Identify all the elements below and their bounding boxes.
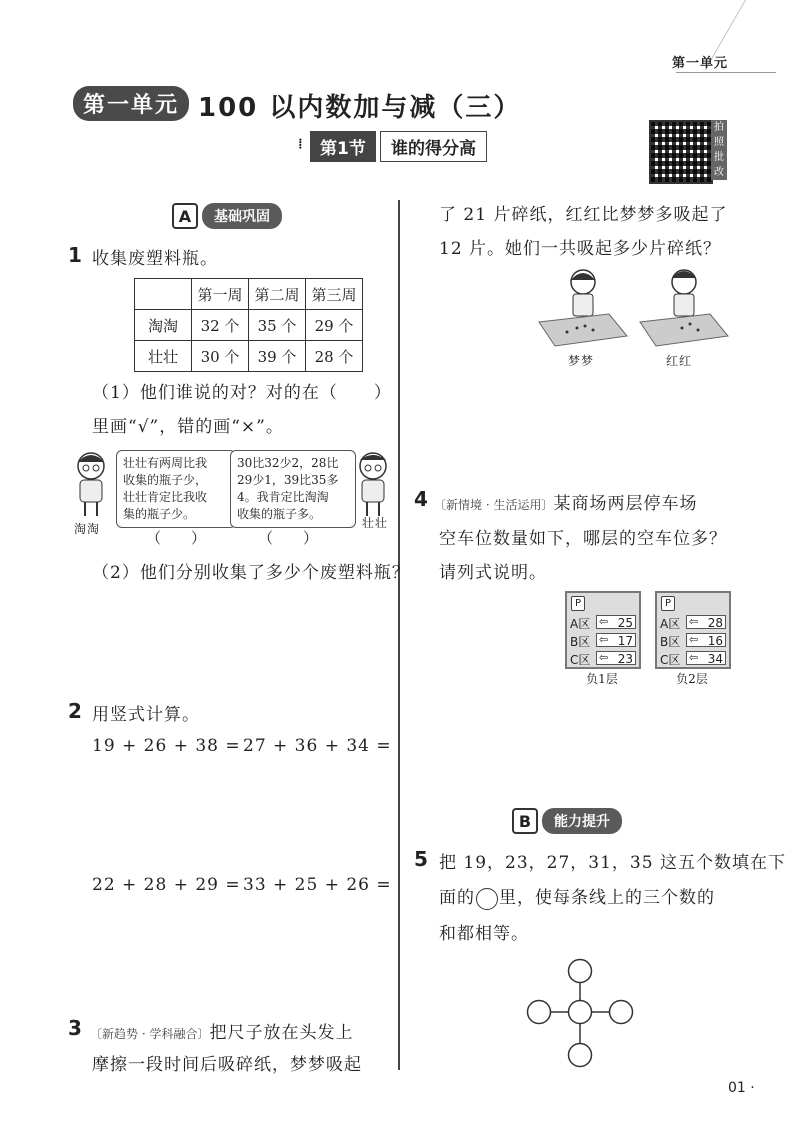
q1-answer-paren-left[interactable]: （ ） <box>146 529 207 547</box>
q3-tag: 〔新趋势 · 学科融合〕 <box>90 1027 210 1041</box>
section-name: 谁的得分高 <box>380 131 487 162</box>
zone-label: B区 <box>660 635 681 649</box>
circle-icon <box>476 888 498 910</box>
q1-number: 1 <box>68 243 82 267</box>
bubble-line: 收集的瓶子少， <box>123 473 208 487</box>
unit-tab-underline <box>676 72 776 73</box>
q1-prompt: 收集废塑料瓶。 <box>92 249 218 269</box>
q5-line2: 面的 <box>439 888 475 908</box>
boy-zhuangzhuang-illustration <box>352 448 394 518</box>
page-title: 100 以内数加与减（三） <box>198 93 522 123</box>
count-box <box>686 615 726 629</box>
unit-tab: 第一单元 <box>672 56 729 71</box>
bubble-line: 收集的瓶子多。 <box>237 507 322 521</box>
table-cell: 壮壮 <box>135 341 192 372</box>
part-a-header <box>172 203 282 229</box>
zone-count: 34 <box>707 652 723 666</box>
table-cell: 30 个 <box>192 341 249 372</box>
q2-expr: 33 + 25 + 26 = <box>243 875 392 895</box>
parking-row <box>570 651 636 667</box>
q4-line1-wrap <box>434 489 697 514</box>
page-number: 01 · <box>728 1080 755 1096</box>
q1-bubble-left <box>116 450 236 528</box>
q3-line3: 了 21 片碎纸，红红比梦梦多吸起了 <box>439 205 728 225</box>
arrow-left-icon: ⇦ <box>689 615 699 628</box>
q3-line1: 把尺子放在头发上 <box>209 1023 354 1043</box>
zone-label: A区 <box>660 617 681 631</box>
part-a-label: 基础巩固 <box>202 203 282 229</box>
q4-line1: 某商场两层停车场 <box>553 494 698 514</box>
boy-taotao-illustration <box>70 448 112 518</box>
bubble-line: 集的瓶子少。 <box>123 507 196 521</box>
blank-circle-top[interactable] <box>569 960 592 983</box>
table-row <box>135 341 363 372</box>
zone-count: 25 <box>617 616 633 630</box>
bubble-line: 4。我肯定比淘淘 <box>237 490 329 504</box>
table-cell: 39 个 <box>249 341 306 372</box>
count-box <box>596 615 636 629</box>
zone-count: 17 <box>617 634 633 648</box>
zone-label: C区 <box>570 653 591 667</box>
parking-row <box>570 633 636 649</box>
q3-number: 3 <box>68 1016 82 1040</box>
bubble-line: 29少1，39比35多 <box>237 473 339 487</box>
unit-pill: 第一单元 <box>73 86 189 121</box>
q5-line1: 把 19，23，27，31，35 这五个数填在下 <box>439 853 786 873</box>
count-box <box>596 651 636 665</box>
part-b-header <box>512 808 622 834</box>
zone-count: 28 <box>707 616 723 630</box>
blank-circle-left[interactable] <box>528 1001 551 1024</box>
qr-code-icon[interactable] <box>649 120 713 184</box>
floor-label: 负2层 <box>676 672 708 686</box>
q5-line3: 和都相等。 <box>439 924 529 944</box>
q1-name-left: 淘淘 <box>74 522 101 536</box>
blank-circle-right[interactable] <box>610 1001 633 1024</box>
table-cell: 32 个 <box>192 310 249 341</box>
q1-name-right: 壮壮 <box>362 516 389 530</box>
q1-bubble-right <box>230 450 356 528</box>
girl-mengmeng-illustration <box>537 266 629 350</box>
q1-table <box>134 278 363 372</box>
count-box <box>596 633 636 647</box>
table-cell: 淘淘 <box>135 310 192 341</box>
parking-row <box>660 651 726 667</box>
section-decoration: ⁞ <box>298 136 303 152</box>
q1-sub2: （2）他们分别收集了多少个废塑料瓶？ <box>92 563 410 583</box>
bubble-line: 壮壮有两周比我 <box>123 456 208 470</box>
floor-label: 负1层 <box>586 672 618 686</box>
count-box <box>686 651 726 665</box>
q1-sub1-line1: （1）他们谁说的对？对的在（ ） <box>92 383 392 403</box>
table-header-cell: 第一周 <box>192 279 249 310</box>
arrow-left-icon: ⇦ <box>689 651 699 664</box>
q2-number: 2 <box>68 699 82 723</box>
arrow-left-icon: ⇦ <box>599 651 609 664</box>
zone-count: 23 <box>617 652 633 666</box>
table-cell: 35 个 <box>249 310 306 341</box>
q2-expr: 27 + 36 + 34 = <box>243 736 392 756</box>
table-row <box>135 310 363 341</box>
q3-line2: 摩擦一段时间后吸碎纸，梦梦吸起 <box>92 1055 362 1075</box>
girl-honghong-illustration <box>638 266 730 350</box>
q1-sub1-line2: 里画“√”，错的画“×”。 <box>92 417 284 437</box>
part-b-badge: B <box>512 808 538 834</box>
q2-expr: 19 + 26 + 38 = <box>92 736 241 756</box>
qr-label-text: 拍照批改 <box>714 122 724 178</box>
parking-row <box>570 615 636 631</box>
q3-name-left: 梦梦 <box>568 354 595 368</box>
column-divider <box>398 200 400 1070</box>
q4-number: 4 <box>414 487 428 511</box>
qr-label <box>711 120 727 180</box>
q5-number: 5 <box>414 847 428 871</box>
parking-row <box>660 633 726 649</box>
q5-cross-diagram <box>524 955 634 1075</box>
zone-label: C区 <box>660 653 681 667</box>
part-a-badge: A <box>172 203 198 229</box>
table-cell <box>135 279 192 310</box>
bubble-line: 30比32少2，28比 <box>237 456 339 470</box>
arrow-left-icon: ⇦ <box>599 615 609 628</box>
arrow-left-icon: ⇦ <box>599 633 609 646</box>
blank-circle-bottom[interactable] <box>569 1044 592 1067</box>
q4-line3: 请列式说明。 <box>439 563 547 583</box>
parking-row <box>660 615 726 631</box>
q3-name-right: 红红 <box>666 354 693 368</box>
q2-expr: 22 + 28 + 29 = <box>92 875 241 895</box>
table-header-row <box>135 279 363 310</box>
blank-circle-center[interactable] <box>569 1001 592 1024</box>
q4-tag: 〔新情境 · 生活运用〕 <box>434 498 554 512</box>
parking-sign-floor-2 <box>655 591 731 669</box>
table-header-cell: 第二周 <box>249 279 306 310</box>
parking-sign-floor-1 <box>565 591 641 669</box>
count-box <box>686 633 726 647</box>
section-number: 第1节 <box>310 131 376 162</box>
q4-line2: 空车位数量如下，哪层的空车位多？ <box>439 529 727 549</box>
parking-icon: P <box>571 596 585 611</box>
bubble-line: 壮壮肯定比我收 <box>123 490 208 504</box>
part-b-label: 能力提升 <box>542 808 622 834</box>
table-header-cell: 第三周 <box>306 279 363 310</box>
parking-icon: P <box>661 596 675 611</box>
table-cell: 28 个 <box>306 341 363 372</box>
zone-label: A区 <box>570 617 591 631</box>
q3-line4: 12 片。她们一共吸起多少片碎纸？ <box>439 239 722 259</box>
zone-label: B区 <box>570 635 591 649</box>
q2-prompt: 用竖式计算。 <box>92 705 200 725</box>
q3-line1-wrap <box>90 1018 353 1043</box>
zone-count: 16 <box>707 634 723 648</box>
table-cell: 29 个 <box>306 310 363 341</box>
arrow-left-icon: ⇦ <box>689 633 699 646</box>
q5-line2-wrap <box>439 883 715 910</box>
q5-line2b: 里，使每条线上的三个数的 <box>499 888 715 908</box>
q1-answer-paren-right[interactable]: （ ） <box>258 529 319 547</box>
